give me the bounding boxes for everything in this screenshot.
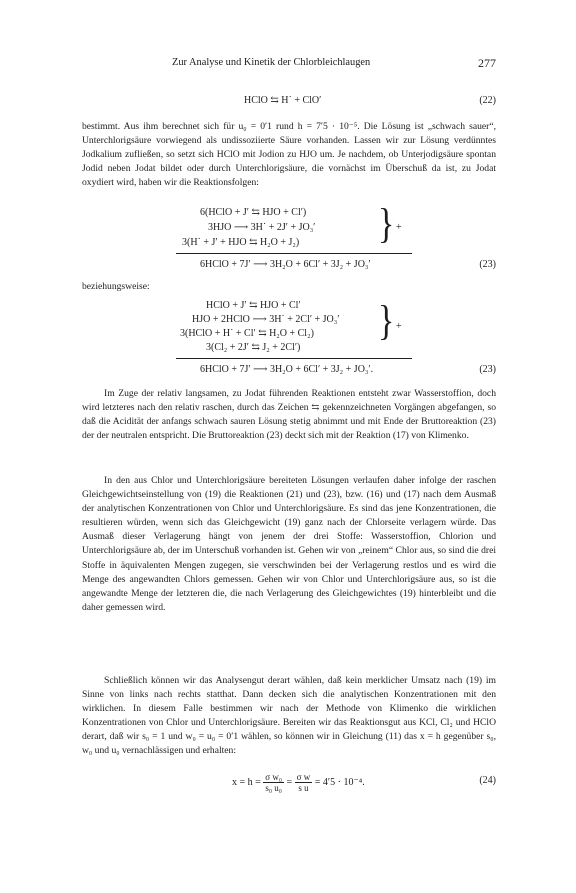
- paragraph-3-text: In den aus Chlor und Unterchlorigsäure bereiteten Lösungen verlaufen daher infolge der raschen Gleichgewichtseinstellung von (19) die Reaktionen (21) und (23), bzw. (16) und (17) nach dem Ausmaß der analytischen Konzentrationen von Chlor und Unterchlorigsäure. Es sind das jene Konzentrationen, die resultieren würden, wenn sich das Gleichgewicht (19) ganz nach der Chlorseite verlagern würde. Das Ausmaß dieser Verlagerung hängt von jenem der drei Stoffe: Wasserstoffion, Chlorion und Unterchlorigsäure ab, der im Unterschuß vorhanden ist. Gehen wir von „reinem“ Chlor aus, so sind die drei Stoffe in äquivalenten Mengen zugegen, sie verschwinden bei der Verlagerung restlos und es wird die Menge des angewandten Chlors gemessen. Gehen wir von Chlor und Unterchlorigsäure aus, so ist die angewandte Menge der letzteren die, die nach Verlagerung des Gleichgewichtes (19) hinterbleibt und die daher gemessen wird.: [82, 475, 496, 613]
- paragraph-2: [82, 387, 496, 443]
- paragraph-4-text: Schließlich können wir das Analysengut derart wählen, daß kein merklicher Umsatz nach (19) im Sinne von links nach rechts statthat. Dann decken sich die analytischen Konzentrationen mit den wirklichen. In diesem Falle bestimmen wir nach der Methode von Klimenko die wirklichen Konzentrationen von Chlor und Unterchlorigsäure. Bereiten wir das Reaktionsgut aus KCl, Cl₂ und HClO derart, daß wir s₀ = 1 und w₀ = u₀ = 0′1 wählen, so können wir in Gleichung (11) das x = h gegenüber s₀, w₀ und u₀ vernachlässigen und erhalten:: [82, 675, 496, 757]
- reaction-23a-sum: 6HClO + 7J′ ⟶ 3H₂O + 6Cl′ + 3J₂ + JO₃′: [200, 259, 371, 270]
- bzw-label: beziehungsweise:: [82, 281, 150, 292]
- fraction-1-denominator: s₀ u₀: [265, 783, 282, 793]
- paragraph-1-text: bestimmt. Aus ihm berechnet sich für u₀ = 0′1 rund h = 7′5 · 10⁻⁵. Die Lösung ist „schwach sauer“, Unterchlorigsäure vorwiegend als undissoziierte Säure vorhanden. Lassen wir zur Lösung verdünntes Jodkalium zufließen, so setzt sich HClO mit Jodion zu HJO um. Je nachdem, ob Unterjodigsäure spontan Jodid neben Jodat bildet oder durch Unterchlorigsäure, die vornächst im Überschuß da ist, zu Jodat oxydiert wird, haben wir die Reaktionsfolgen:: [82, 121, 496, 189]
- equation-22-number: (22): [479, 95, 496, 106]
- plus-23b: +: [396, 321, 402, 332]
- reaction-23b-line-1: HClO + J′ ⇆ HJO + Cl′: [206, 300, 301, 311]
- sum-rule-23b: [176, 358, 412, 359]
- paragraph-2-text: Im Zuge der relativ langsamen, zu Jodat führenden Reaktionen entsteht zwar Wasserstoffion, doch wird letzteres nach den relativ raschen, durch das Zeichen ⇆ gekennzeichneten Vorgängen abgefangen, so daß die Acidität der anfangs schwach sauren Lösung stetig abnimmt und mit Ende der Bruttoreaktion (23) der der neutralen entspricht. Die Bruttoreaktion (23) deckt sich mit der Reaktion (17) von Klimenko.: [82, 388, 496, 442]
- plus-23a: +: [396, 222, 402, 233]
- fraction-2-numerator: σ w: [296, 772, 311, 782]
- brace-23b: }: [378, 298, 395, 345]
- reaction-23b-line-4: 3(Cl₂ + 2J′ ⇆ J₂ + 2Cl′): [206, 342, 301, 353]
- paragraph-4: [82, 674, 496, 759]
- running-title: Zur Analyse und Kinetik der Chlorbleichlaugen: [172, 57, 371, 68]
- reaction-23a-line-2: 3HJO ⟶ 3H˙ + 2J′ + JO₃′: [208, 222, 316, 233]
- equation-24-fraction-1: [263, 772, 284, 793]
- sum-rule-23a: [176, 253, 412, 254]
- page-number: 277: [478, 56, 496, 70]
- equation-24-number: (24): [479, 775, 496, 786]
- equation-24-fraction-2: [295, 772, 313, 793]
- equation-24-equals: =: [286, 776, 293, 788]
- equation-23a-number: (23): [479, 259, 496, 270]
- reaction-23b-sum: 6HClO + 7J′ ⟶ 3H₂O + 6Cl′ + 3J₂ + JO₃′.: [200, 364, 374, 375]
- fraction-1-numerator: σ w₀: [265, 772, 283, 782]
- reaction-23b-line-3: 3(HClO + H˙ + Cl′ ⇆ H₂O + Cl₂): [180, 328, 314, 339]
- equation-24: [232, 772, 365, 793]
- brace-23a: }: [378, 201, 395, 248]
- paragraph-3: [82, 474, 496, 615]
- equation-23b-number: (23): [479, 364, 496, 375]
- paragraph-1: [82, 120, 496, 190]
- fraction-2-denominator: s u: [298, 783, 309, 793]
- reaction-23b-line-2: HJO + 2HClO ⟶ 3H˙ + 2Cl′ + JO₃′: [192, 314, 340, 325]
- equation-22: HClO ⇆ H˙ + ClO′: [244, 95, 322, 106]
- equation-24-rhs: = 4′5 · 10⁻⁴.: [314, 776, 365, 788]
- reaction-23a-line-3: 3(H˙ + J′ + HJO ⇆ H₂O + J₂): [182, 237, 300, 248]
- equation-24-lhs: x = h =: [232, 776, 261, 788]
- reaction-23a-line-1: 6(HClO + J′ ⇆ HJO + Cl′): [200, 207, 307, 218]
